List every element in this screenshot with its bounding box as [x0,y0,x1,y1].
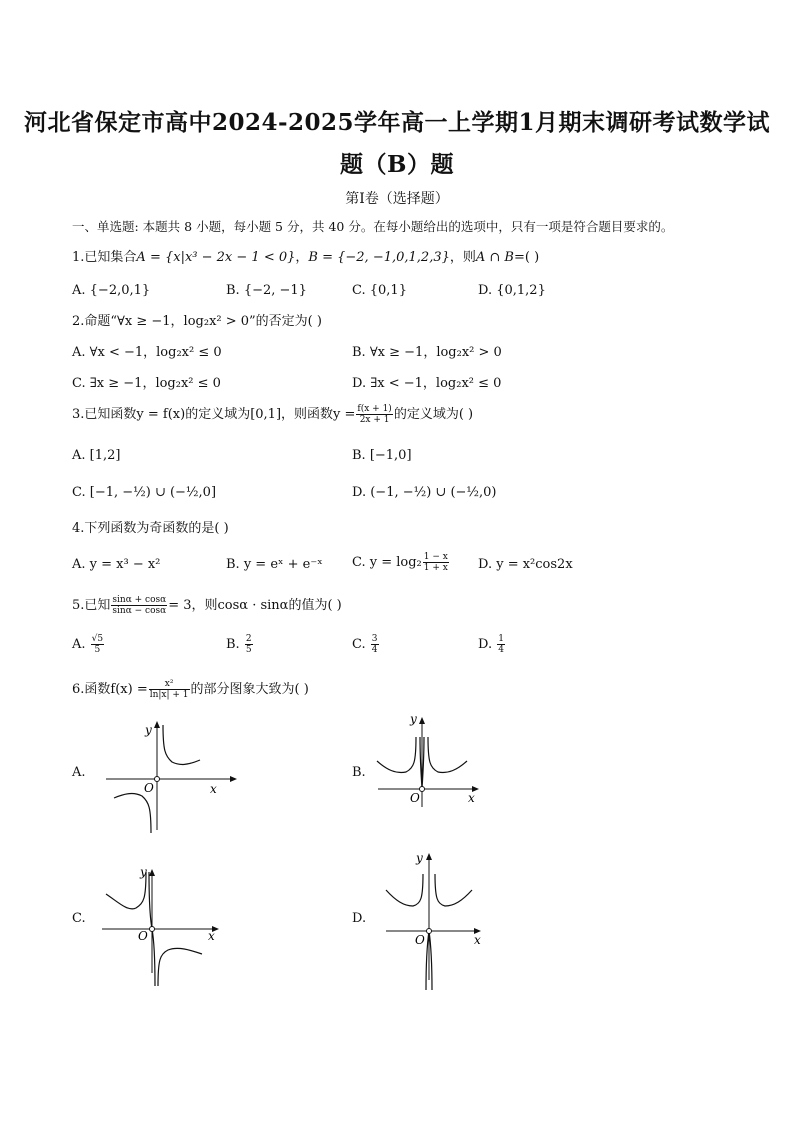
graph-c-x-label: x [208,929,215,943]
q2-stem: 命题“∀x ≥ −1，log₂x² > 0”的否定为( ) [84,314,322,329]
graph-d-origin-label: O [415,933,425,947]
q4-c-frac-num: 1 − x [423,552,448,562]
q5-option-c [352,634,380,655]
page-title-line2: 题（B）题 [340,151,454,178]
q3-option-c: C. [−1, −½) ∪ (−½,0] [72,485,217,500]
graph-d-y-label: y [416,851,423,865]
question-5 [72,595,342,616]
q3-stem-b: 的定义域为( ) [393,407,474,422]
q3-option-d: D. (−1, −½) ∪ (−½,0) [352,485,497,500]
q5-option-b-label: B. [226,637,240,652]
q2-option-c: C. ∃x ≥ −1，log₂x² ≤ 0 [72,376,221,391]
q5-d-den: 4 [498,645,504,655]
graph-b [372,712,512,832]
q3-option-b: B. [−1,0] [352,448,412,463]
q5-option-d [478,634,506,655]
instructions: 一、单选题: 本题共 8 小题，每小题 5 分，共 40 分。在每小题给出的选项中，只有一项是符合题目要求的。 [72,219,674,234]
q4-number: 4. [72,521,85,536]
q2-option-d: D. ∃x < −1，log₂x² ≤ 0 [352,376,502,391]
graph-a-origin-label: O [144,781,154,795]
q6-frac-den: ln|x| + 1 [149,690,189,700]
q4-c-frac-den: 1 + x [423,563,448,573]
question-3 [72,404,473,425]
graph-d-x-label: x [474,933,481,947]
q5-frac-num: sinα + cosα [112,595,167,605]
q6-frac-num: x² [149,679,190,690]
q2-option-b: B. ∀x ≥ −1，log₂x² > 0 [352,345,502,360]
q1-option-d: D. {0,1,2} [478,283,546,298]
q6-number: 6. [72,682,85,697]
q5-option-c-label: C. [352,637,366,652]
q5-option-a-frac [91,634,104,655]
q5-option-a-label: A. [72,637,86,652]
q1-option-a: A. {−2,0,1} [72,283,151,298]
q1-stem-c: =( ) [514,250,540,265]
graph-c-y-label: y [140,865,147,879]
q6-option-a: A. [72,765,86,780]
q5-option-b-frac [245,634,253,655]
q5-c-den: 4 [371,645,378,655]
question-1: 1.已知集合A = {x|x³ − 2x − 1 < 0}，B = {−2, −1,0,1,2,3}，则A ∩ B=( ) [72,250,540,265]
q6-fraction [149,679,190,700]
q5-stem-b: = 3，则cosα · sinα的值为( ) [168,598,342,613]
q6-option-c: C. [72,911,86,926]
q5-d-num: 1 [498,634,504,644]
q1-set-a: A = {x|x³ − 2x − 1 < 0} [136,250,296,265]
q4-option-a: A. y = x³ − x² [72,557,161,572]
q1-stem-a: 已知集合 [84,250,137,265]
q5-a-den: 5 [94,645,101,655]
q4-option-c-fraction [423,552,449,573]
q4-option-d: D. y = x²cos2x [478,557,573,572]
q5-b-den: 5 [245,645,252,655]
graph-a [100,720,240,840]
q3-stem-a: 已知函数y = f(x)的定义域为[0,1]，则函数y = [84,407,356,422]
q6-option-d: D. [352,911,367,926]
q3-frac-den: 2x + 1 [359,415,390,425]
q2-number: 2. [72,314,85,329]
q5-frac-den: sinα − cosα [112,606,167,616]
q5-fraction [111,595,167,616]
graph-b-y-label: y [410,712,417,726]
section-heading: 第I卷（选择题） [345,191,449,207]
q1-number: 1. [72,250,85,265]
q5-number: 5. [72,598,85,613]
q5-c-num: 3 [371,634,378,644]
q5-option-c-frac [371,634,379,655]
graph-b-x-label: x [468,791,475,805]
q5-stem-a: 已知 [84,598,111,613]
q1-option-c: C. {0,1} [352,283,407,298]
question-4 [72,521,229,537]
graph-b-origin-label: O [410,791,420,805]
graph-a-y-label: y [145,723,152,737]
q1-expr: A ∩ B [475,250,514,265]
q5-option-b [226,634,254,655]
graph-a-x-label: x [210,782,217,796]
q6-stem-a: 函数f(x) = [84,682,148,697]
q6-stem-b: 的部分图象大致为( ) [190,682,309,697]
page-title-line1: 河北省保定市高中2024-2025学年高一上学期1月期末调研考试数学试 [23,109,771,136]
q3-fraction [356,404,392,425]
q4-option-c [352,552,450,573]
q6-option-b: B. [352,765,366,780]
q5-b-num: 2 [245,634,252,644]
q4-stem: 下列函数为奇函数的是( ) [84,521,229,536]
q2-option-a: A. ∀x < −1，log₂x² ≤ 0 [72,345,222,360]
q4-option-c-text: C. y = log₂ [352,555,422,570]
q4-option-b: B. y = eˣ + e⁻ˣ [226,557,323,572]
graph-c-origin-label: O [138,929,148,943]
q1-option-b: B. {−2, −1} [226,283,307,298]
q5-option-d-frac [497,634,505,655]
q5-option-a [72,634,105,655]
q5-option-d-label: D. [478,637,493,652]
q3-number: 3. [72,407,85,422]
q3-frac-num: f(x + 1) [357,404,392,414]
q3-option-a: A. [1,2] [72,448,121,463]
question-2 [72,314,322,330]
graph-d [380,850,520,1000]
graph-c [100,858,240,988]
q5-a-num: √5 [91,634,104,644]
question-6 [72,679,309,700]
q1-stem-b: ，则 [449,250,476,265]
q1-set-b: B = {−2, −1,0,1,2,3} [308,250,450,265]
